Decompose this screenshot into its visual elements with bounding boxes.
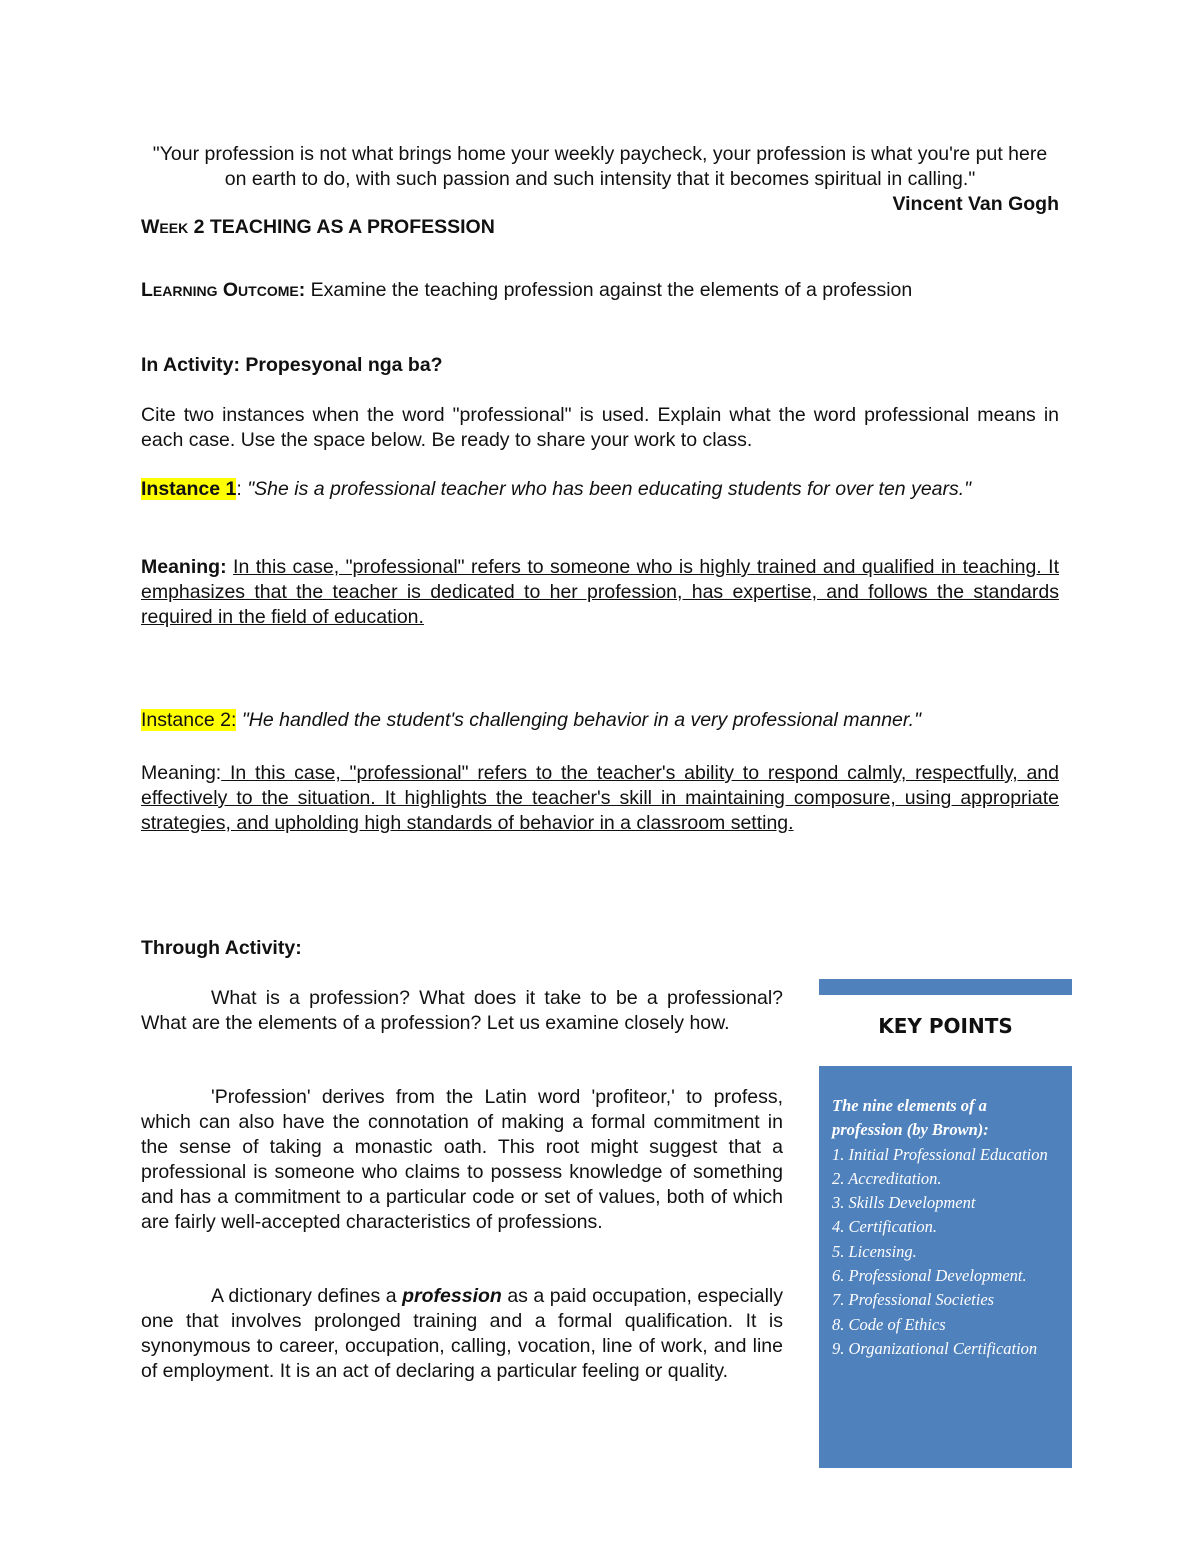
learning-outcome-label: Learning Outcome: <box>141 279 306 301</box>
instance-1 <box>141 477 1059 502</box>
p3-term: profession <box>402 1285 502 1307</box>
meaning-2-text: In this case, "professional" refers to the teacher's ability to respond calmly, respectfully, and effectively to the situation. It highlights the teacher's skill in maintaining composure, using appropriate strategies, and upholding high standards of behavior in a classroom setting. <box>141 762 1059 834</box>
meaning-2 <box>141 761 1059 836</box>
meaning-1 <box>141 555 1059 630</box>
instance-2-label: Instance 2: <box>141 709 237 731</box>
key-points-box <box>819 1066 1072 1468</box>
key-points-list <box>832 1143 1058 1362</box>
key-points-content <box>832 1094 1058 1361</box>
meaning-1-label: Meaning: <box>141 556 227 578</box>
key-point-item: 8. Code of Ethics <box>832 1314 946 1334</box>
key-point-item: 5. Licensing. <box>832 1241 917 1261</box>
through-activity-title: Through Activity: <box>141 937 302 959</box>
key-point-item: 7. Professional Societies <box>832 1290 995 1310</box>
learning-outcome <box>141 279 912 302</box>
epigraph-quote: "Your profession is not what brings home your weekly paycheck, your profession is what you're put here on earth to do, with such passion and such intensity that it becomes spiritual in calling." <box>152 143 1048 190</box>
key-point-item: 3. Skills Development <box>832 1193 976 1213</box>
instance-1-colon: : <box>236 478 248 500</box>
learning-outcome-text: Examine the teaching profession against the elements of a profession <box>305 279 913 301</box>
week-heading <box>141 216 495 239</box>
meaning-2-label: Meaning: <box>141 762 222 784</box>
key-point-item: 4. Certification. <box>832 1217 937 1237</box>
p3-before: A dictionary defines a <box>211 1285 403 1307</box>
quote-author: Vincent Van Gogh <box>892 193 1059 215</box>
week-heading-text: Week 2 TEACHING AS A PROFESSION <box>141 216 495 238</box>
key-points-top-bar <box>819 979 1072 995</box>
key-points-intro: The nine elements of a profession (by Brown): <box>832 1096 989 1140</box>
key-point-item: 2. Accreditation. <box>832 1168 942 1188</box>
instance-2-text: "He handled the student's challenging behavior in a very professional manner." <box>241 709 922 731</box>
meaning-1-text: In this case, "professional" refers to someone who is highly trained and qualified in teaching. It emphasizes that the teacher is dedicated to her profession, has expertise, and follows the standards required in the field of education. <box>141 556 1059 628</box>
in-activity-instructions: Cite two instances when the word "professional" is used. Explain what the word professional means in each case. Use the space below. Be ready to share your work to class. <box>141 404 1059 451</box>
through-paragraph-2: 'Profession' derives from the Latin word 'profiteor,' to profess, which can also have the connotation of making a formal commitment in the sense of taking a monastic oath. This root might suggest that a professional is someone who claims to possess knowledge of something and has a commitment to a particular code or set of values, both of which are fairly well-accepted characteristics of professions. <box>141 1086 783 1233</box>
in-activity-title: In Activity: Propesyonal nga ba? <box>141 354 443 376</box>
key-points-title: KEY POINTS <box>878 1014 1013 1038</box>
through-paragraph-1: What is a profession? What does it take to be a professional? What are the elements of a profession? Let us examine closely how. <box>141 987 783 1034</box>
key-point-item: 9. Organizational Certification <box>832 1338 1038 1358</box>
instance-1-text: "She is a professional teacher who has been educating students for over ten years." <box>247 478 972 500</box>
key-point-item: 6. Professional Development. <box>832 1266 1027 1286</box>
p3-after: as a paid occupation, especially one that involves prolonged training and a formal qualification. It is synonymous to career, occupation, calling, vocation, line of work, and line of employment. It is an act of declaring a particular feeling or quality. <box>141 1285 783 1382</box>
instance-2 <box>141 708 1059 733</box>
key-point-item: 1. Initial Professional Education <box>832 1144 1048 1164</box>
through-paragraph-3 <box>141 1284 783 1384</box>
instance-1-label: Instance 1 <box>141 478 237 500</box>
